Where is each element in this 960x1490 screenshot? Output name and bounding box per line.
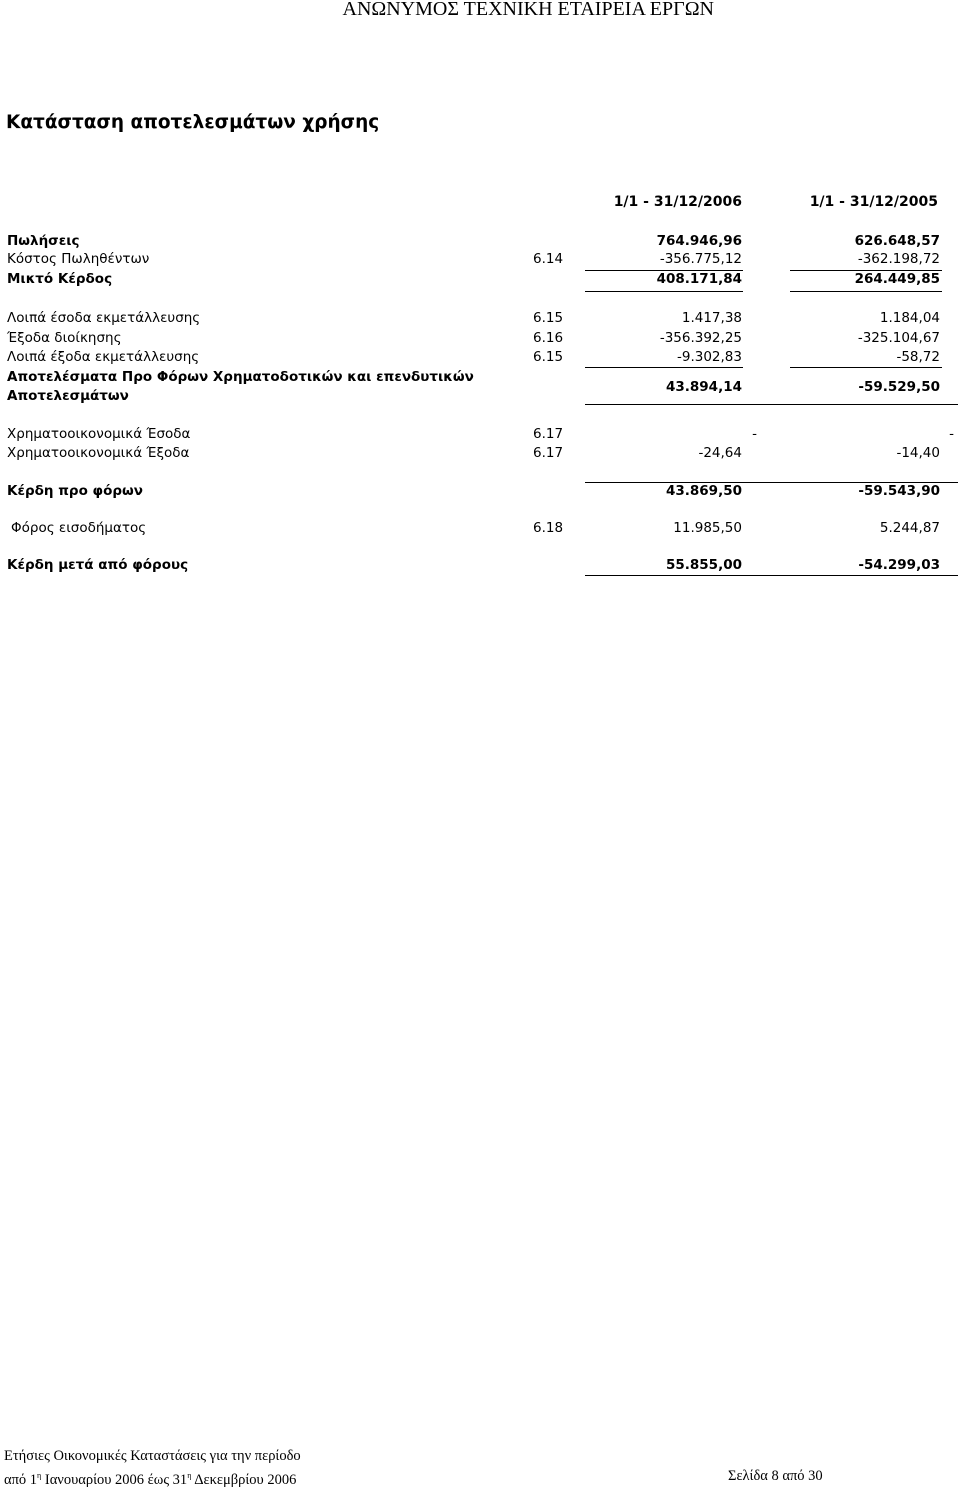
total-rule [585,404,958,405]
value-2006: 1.417,38 [681,310,742,326]
row-label: Κέρδη μετά από φόρους [7,557,189,573]
value-2005: -362.198,72 [857,251,940,267]
value-2006: -356.392,25 [659,330,742,346]
row-note: 6.15 [533,349,564,365]
row-note: 6.17 [533,426,564,442]
value-2005: -59.529,50 [858,379,940,395]
footer-superscript: η [37,1471,42,1480]
table-row [0,310,960,330]
value-2006: -24,64 [698,445,742,461]
table-row [0,233,960,253]
value-2006: -356.775,12 [659,251,742,267]
table-row [0,520,960,540]
row-label: Λοιπά έξοδα εκμετάλλευσης [7,349,200,365]
value-2005: 264.449,85 [854,271,940,287]
value-2006: 764.946,96 [656,233,742,249]
page-title: Κατάσταση αποτελεσμάτων χρήσης [6,112,380,133]
value-2005: -59.543,90 [858,483,940,499]
table-row [0,330,960,350]
total-rule [585,291,743,292]
row-label: Χρηματοοικονομικά Έξοδα [7,445,190,461]
table-row [0,557,960,577]
footer-line-2 [4,1466,904,1486]
page-number: Σελίδα 8 από 30 [728,1468,823,1484]
total-rule [790,291,942,292]
page-footer [4,1446,904,1486]
value-2005: -14,40 [896,445,940,461]
row-label: Έξοδα διοίκησης [7,330,122,346]
row-label: Κόστος Πωληθέντων [7,251,150,267]
footer-text: από 1 [4,1472,38,1488]
row-note: 6.14 [533,251,564,267]
table-row [0,445,960,465]
row-label: Φόρος εισοδήματος [11,520,147,536]
table-row [0,369,960,409]
table-row [0,483,960,503]
row-label: Μικτό Κέρδος [7,271,113,287]
value-2006: 43.869,50 [665,483,742,499]
table-row [0,251,960,271]
row-label: Αποτελέσματα Προ Φόρων Χρηματοδοτικών και επενδυτικών [7,369,474,385]
table-row [0,426,960,446]
value-2006: - [752,426,757,442]
value-2006: 408.171,84 [656,271,742,287]
table-row [0,271,960,291]
row-label: Χρηματοοικονομικά Έσοδα [7,426,191,442]
total-rule [585,575,958,576]
value-2005: - [949,426,954,442]
value-2006: 11.985,50 [673,520,742,536]
period-header-2006: 1/1 - 31/12/2006 [613,194,742,210]
footer-superscript: η [187,1471,192,1480]
row-label: Λοιπά έσοδα εκμετάλλευσης [7,310,201,326]
subtotal-rule [585,482,958,483]
company-header: ΑΝΩΝΥΜΟΣ ΤΕΧΝΙΚΗ ΕΤΑΙΡΕΙΑ ΕΡΓΩΝ [342,0,714,20]
value-2006: -9.302,83 [677,349,742,365]
value-2005: 626.648,57 [854,233,940,249]
row-label: Πωλήσεις [7,233,80,249]
value-2005: -58,72 [896,349,940,365]
row-note: 6.15 [533,310,564,326]
footer-line-1: Ετήσιες Οικονομικές Καταστάσεις για την περίοδο [4,1448,301,1464]
value-2006: 43.894,14 [665,379,742,395]
row-label-continued: Αποτελεσμάτων [7,388,129,404]
value-2005: -325.104,67 [857,330,940,346]
row-note: 6.18 [533,520,564,536]
row-note: 6.16 [533,330,564,346]
row-label: Κέρδη προ φόρων [7,483,143,499]
subtotal-rule [790,367,942,368]
value-2005: -54.299,03 [858,557,940,573]
footer-text: Δεκεμβρίου 2006 [191,1472,297,1488]
footer-text: Ιανουαρίου 2006 έως 31 [41,1472,188,1488]
row-note: 6.17 [533,445,564,461]
value-2006: 55.855,00 [665,557,742,573]
value-2005: 5.244,87 [879,520,940,536]
table-row [0,349,960,369]
period-header-2005: 1/1 - 31/12/2005 [809,194,938,210]
subtotal-rule [585,367,743,368]
value-2005: 1.184,04 [879,310,940,326]
